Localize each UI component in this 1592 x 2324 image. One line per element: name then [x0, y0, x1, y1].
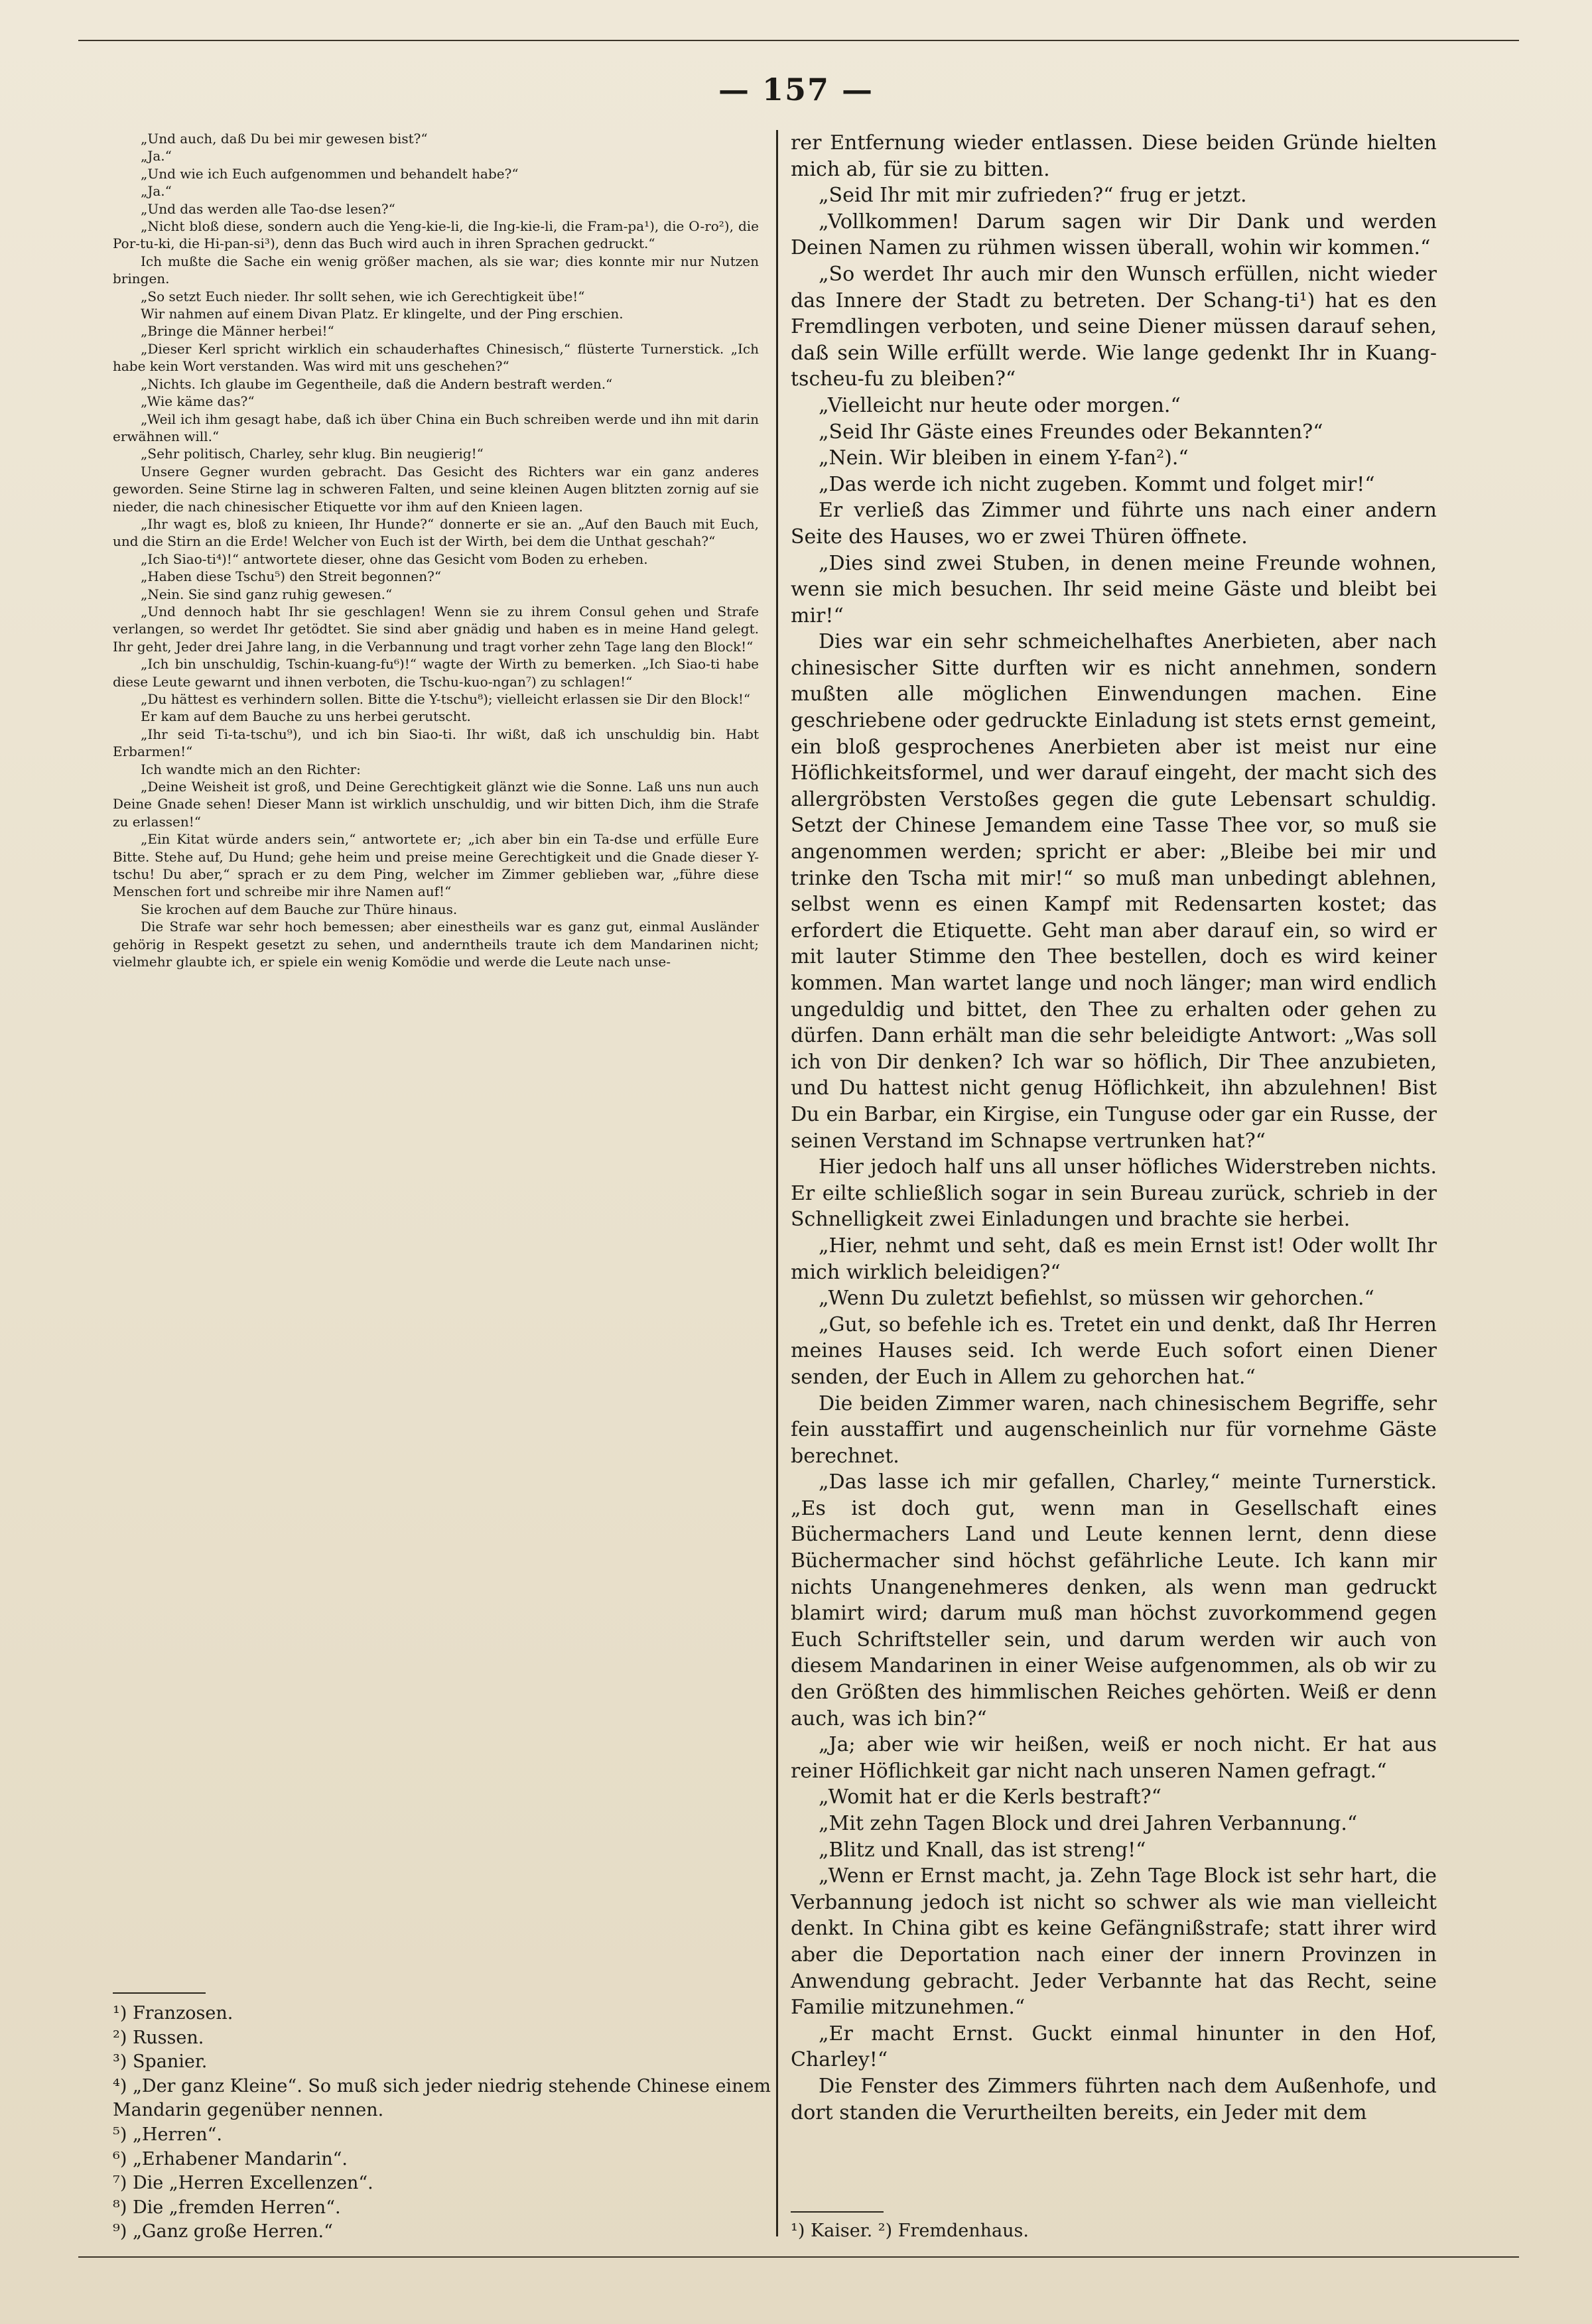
footnote: ⁵) „Herren“. — [113, 2124, 223, 2145]
paragraph: „Das werde ich nicht zugeben. Kommt und folget mir!“ — [819, 472, 1375, 496]
column-divider — [776, 130, 778, 2236]
paragraph: „Gut, so befehle ich es. Tretet ein und denkt, daß Ihr Herren meines Hauses seid. Ich werde Euch sofort einen Diener senden, der Euch in Allem zu gehorchen hat.“ — [791, 1313, 1437, 1389]
paragraph: „Ja.“ — [141, 148, 172, 164]
right-footnote-rule — [791, 2211, 884, 2213]
paragraph: „Vollkommen! Darum sagen wir Dir Dank und werden Deinen Namen zu rühmen wissen überall, wohin wir kommen.“ — [791, 210, 1437, 260]
paragraph: „Ja.“ — [141, 183, 172, 200]
paragraph: Ich mußte die Sache ein wenig größer machen, als sie war; dies konnte mir nur Nutzen bringen. — [113, 253, 759, 287]
paragraph: „Wie käme das?“ — [141, 393, 255, 410]
right-footnotes: ¹) Kaiser. ²) Fremdenhaus. — [791, 2221, 1029, 2241]
paragraph: „So setzt Euch nieder. Ihr sollt sehen, wie ich Gerechtigkeit übe!“ — [141, 288, 585, 304]
paragraph: „Nein. Wir bleiben in einem Y-fan²).“ — [819, 446, 1189, 470]
footnote: ⁸) Die „fremden Herren“. — [113, 2197, 341, 2218]
paragraph: „Ihr seid Ti-ta-tschu⁹), und ich bin Siao-ti. Ihr wißt, daß ich unschuldig bin. Habt Erbarmen!“ — [113, 726, 759, 760]
paragraph: „Dies sind zwei Stuben, in denen meine Freunde wohnen, wenn sie mich besuchen. Ihr seid meine Gäste und bleibt bei mir!“ — [791, 551, 1437, 627]
paragraph: Die Fenster des Zimmers führten nach dem Außenhofe, und dort standen die Verurtheilten bereits, ein Jeder mit dem — [791, 2074, 1437, 2124]
left-text-column — [113, 130, 759, 1987]
paragraph: Die beiden Zimmer waren, nach chinesischem Begriffe, sehr fein ausstaffirt und augenscheinlich nur für vornehme Gäste berechnet. — [791, 1391, 1437, 1468]
paragraph: Wir nahmen auf einem Divan Platz. Er klingelte, und der Ping erschien. — [141, 306, 624, 322]
paragraph: „Womit hat er die Kerls bestraft?“ — [819, 1785, 1161, 1809]
paragraph: „Und auch, daß Du bei mir gewesen bist?“ — [141, 131, 428, 147]
paragraph: Unsere Gegner wurden gebracht. Das Gesicht des Richters war ein ganz anderes geworden. Seine Stirne lag in schweren Falten, und seine kleinen Augen blitzten zornig auf sie nieder, die nach chinesischer Etiquette vor ihm auf den Knieen lagen. — [113, 463, 759, 515]
right-text-column — [791, 130, 1437, 2153]
left-footnotes — [113, 2002, 771, 2244]
page-number: — 157 — — [718, 72, 874, 107]
paragraph: „Ich Siao-ti⁴)!“ antwortete dieser, ohne das Gesicht vom Boden zu erheben. — [141, 550, 648, 567]
paragraph: „Er macht Ernst. Guckt einmal hinunter in den Hof, Charley!“ — [791, 2022, 1437, 2072]
footnote: ⁷) Die „Herren Excellenzen“. — [113, 2173, 373, 2194]
paragraph: „Wenn Du zuletzt befiehlst, so müssen wir gehorchen.“ — [819, 1287, 1374, 1311]
paragraph: „Sehr politisch, Charley, sehr klug. Bin neugierig!“ — [141, 446, 484, 462]
paragraph: „Vielleicht nur heute oder morgen.“ — [819, 393, 1181, 417]
paragraph: „Nein. Sie sind ganz ruhig gewesen.“ — [141, 586, 393, 602]
top-rule — [78, 40, 1519, 41]
footnote: ⁴) „Der ganz Kleine“. So muß sich jeder niedrig stehende Chinese einem — [113, 2075, 771, 2097]
footnote: ⁶) „Erhabener Mandarin“. — [113, 2148, 348, 2169]
paragraph: „Blitz und Knall, das ist streng!“ — [819, 1838, 1146, 1862]
paragraph: „Deine Weisheit ist groß, und Deine Gerechtigkeit glänzt wie die Sonne. Laß uns nun auch Deine Gnade sehen! Dieser Mann ist wirklich unschuldig, und wir bitten Dich, ihm die Strafe zu erlassen!“ — [113, 779, 759, 830]
bottom-rule — [78, 2256, 1519, 2258]
paragraph: Ich wandte mich an den Richter: — [141, 761, 361, 777]
footnote: ¹) Franzosen. — [113, 2003, 233, 2024]
left-footnote-rule — [113, 1992, 206, 1994]
paragraph: Er verließ das Zimmer und führte uns nach einer andern Seite des Hauses, wo er zwei Thüren öffnete. — [791, 499, 1437, 549]
paragraph: Dies war ein sehr schmeichelhaftes Anerbieten, aber nach chinesischer Sitte durften wir es nicht annehmen, sondern mußten alle möglichen Einwendungen machen. Eine geschriebene oder gedruckte Einladung ist stets ernst gemeint, ein bloß gesprochenes Anerbieten aber ist meist nur eine Höflichkeitsformel, und wer darauf eingeht, der macht sich des allergröbsten Verstoßes gegen die gute Lebensart schuldig. Setzt der Chinese Jemandem eine Tasse Thee vor, so muß sie angenommen werden; spricht er aber: „Bleibe bei mir und trinke den Tscha mit mir!“ so muß man unbedingt ablehnen, selbst wenn es einen Kampf mit Redensarten kostet; das erfordert die Etiquette. Geht man aber darauf ein, so wird er mit lauter Stimme den Thee bestellen, doch es wird keiner kommen. Man wartet lange und noch länger; man wird endlich ungeduldig und bittet, den Thee zu erhalten oder gehen zu dürfen. Dann erhält man die sehr beleidigte Antwort: „Was soll ich von Dir denken? Ich war so höflich, Dir Thee anzubieten, und Du hattest nicht genug Höflichkeit, ihn abzulehnen! Bist Du ein Barbar, ein Kirgise, ein Tunguse oder gar ein Russe, der seinen Verstand im Schnapse vertrunken hat?“ — [791, 630, 1437, 1153]
paragraph: „Und das werden alle Tao-dse lesen?“ — [141, 200, 395, 217]
paragraph: Er kam auf dem Bauche zu uns herbei gerutscht. — [141, 708, 471, 725]
paragraph: „Wenn er Ernst macht, ja. Zehn Tage Block ist sehr hart, die Verbannung jedoch ist nicht so schwer als wie man vielleicht denkt. In China gibt es keine Gefängnißstrafe; statt ihrer wird aber die Deportation nach einer der innern Provinzen in Anwendung gebracht. Jeder Verbannte hat das Recht, seine Familie mitzunehmen.“ — [791, 1864, 1437, 2020]
footnote: Mandarin gegenüber nennen. — [113, 2100, 384, 2121]
paragraph: „Und wie ich Euch aufgenommen und behandelt habe?“ — [141, 165, 519, 182]
paragraph: Sie krochen auf dem Bauche zur Thüre hinaus. — [141, 901, 458, 917]
paragraph: „Du hättest es verhindern sollen. Bitte die Y-tschu⁸); vielleicht erlassen sie Dir den Block!“ — [141, 691, 751, 707]
paragraph: „Ich bin unschuldig, Tschin-kuang-fu⁶)!“ wagte der Wirth zu bemerken. „Ich Siao-ti habe diese Leute gewarnt und ihnen verboten, die Tschu-kuo-ngan⁷) zu schlagen!“ — [113, 656, 759, 690]
footnote: ⁹) „Ganz große Herren.“ — [113, 2221, 333, 2242]
footnote: ³) Spanier. — [113, 2051, 208, 2073]
paragraph: „Ihr wagt es, bloß zu knieen, Ihr Hunde?“ donnerte er sie an. „Auf den Bauch mit Euch, und die Stirn an die Erde! Welcher von Euch ist der Wirth, bei dem die Unthat geschah?“ — [113, 515, 759, 550]
paragraph: „Bringe die Männer herbei!“ — [141, 323, 334, 340]
paragraph: „Nicht bloß diese, sondern auch die Yeng-kie-li, die Ing-kie-li, die Fram-pa¹), die O-ro²), die Por-tu-ki, die Hi-pan-si³), denn das Buch wird auch in ihren Sprachen gedruckt.“ — [113, 218, 759, 252]
paragraph: „Haben diese Tschu⁵) den Streit begonnen?“ — [141, 568, 442, 585]
paragraph: „Mit zehn Tagen Block und drei Jahren Verbannung.“ — [819, 1812, 1358, 1835]
paragraph: „Nichts. Ich glaube im Gegentheile, daß die Andern bestraft werden.“ — [141, 375, 613, 392]
paragraph: „Ein Kitat würde anders sein,“ antwortete er; „ich aber bin ein Ta-dse und erfülle Eure Bitte. Stehe auf, Du Hund; gehe heim und preise meine Gerechtigkeit und die Gnade dieser Y-tschu! Du aber,“ sprach er zu dem Ping, welcher im Zimmer geblieben war, „führe diese Menschen fort und schreibe mir ihre Namen auf!“ — [113, 831, 759, 900]
paragraph: Die Strafe war sehr hoch bemessen; aber einestheils war es ganz gut, einmal Ausländer gehörig in Respekt gesetzt zu sehen, und anderntheils traute ich dem Mandarinen nicht; vielmehr glaubte ich, er spiele ein wenig Komödie und werde die Leute nach unse- — [113, 919, 759, 970]
paragraph: „Dieser Kerl spricht wirklich ein schauderhaftes Chinesisch,“ flüsterte Turnerstick. „Ich habe kein Wort verstanden. Was wird mit uns geschehen?“ — [113, 340, 759, 375]
paragraph: rer Entfernung wieder entlassen. Diese beiden Gründe hielten mich ab, für sie zu bitten. — [791, 131, 1437, 181]
paragraph: „Seid Ihr mit mir zufrieden?“ frug er jetzt. — [819, 184, 1247, 208]
paragraph: „Hier, nehmt und seht, daß es mein Ernst ist! Oder wollt Ihr mich wirklich beleidigen?“ — [791, 1234, 1437, 1284]
footnote: ²) Russen. — [113, 2027, 204, 2048]
paragraph: „Seid Ihr Gäste eines Freundes oder Bekannten?“ — [819, 420, 1323, 444]
paragraph: „Das lasse ich mir gefallen, Charley,“ meinte Turnerstick. „Es ist doch gut, wenn man in Gesellschaft eines Büchermachers Land und Leute kennen lernt, denn diese Büchermacher sind höchst gefährliche Leute. Ich kann mir nichts Unangenehmeres denken, als wenn man gedruckt blamirt wird; darum muß man höchst zuvorkommend gegen Euch Schriftsteller sein, und darum werden wir auch von diesem Mandarinen in einer Weise aufgenommen, als ob wir zu den Größten des himmlischen Reiches gehörten. Weiß er denn auch, was ich bin?“ — [791, 1470, 1437, 1730]
paragraph: Hier jedoch half uns all unser höfliches Widerstreben nichts. Er eilte schließlich sogar in sein Bureau zurück, schrieb in der Schnelligkeit zwei Einladungen und brachte sie herbei. — [791, 1155, 1437, 1232]
paragraph: „Weil ich ihm gesagt habe, daß ich über China ein Buch schreiben werde und ihn mit darin erwähnen will.“ — [113, 411, 759, 444]
paragraph: „Und dennoch habt Ihr sie geschlagen! Wenn sie zu ihrem Consul gehen und Strafe verlangen, so werdet Ihr getödtet. Sie sind aber gnädig und haben es in meine Hand gelegt. Ihr geht, Jeder drei Jahre lang, in die Verbannung und tragt vorher zehn Tage lang den Block!“ — [113, 603, 759, 655]
paragraph: „So werdet Ihr auch mir den Wunsch erfüllen, nicht wieder das Innere der Stadt zu betreten. Der Schang-ti¹) hat es den Fremdlingen verboten, und seine Diener müssen darauf sehen, daß sein Wille erfüllt werde. Wie lange gedenkt Ihr in Kuang-tscheu-fu zu bleiben?“ — [791, 262, 1437, 391]
paragraph: „Ja; aber wie wir heißen, weiß er noch nicht. Er hat aus reiner Höflichkeit gar nicht nach unseren Namen gefragt.“ — [791, 1733, 1437, 1783]
